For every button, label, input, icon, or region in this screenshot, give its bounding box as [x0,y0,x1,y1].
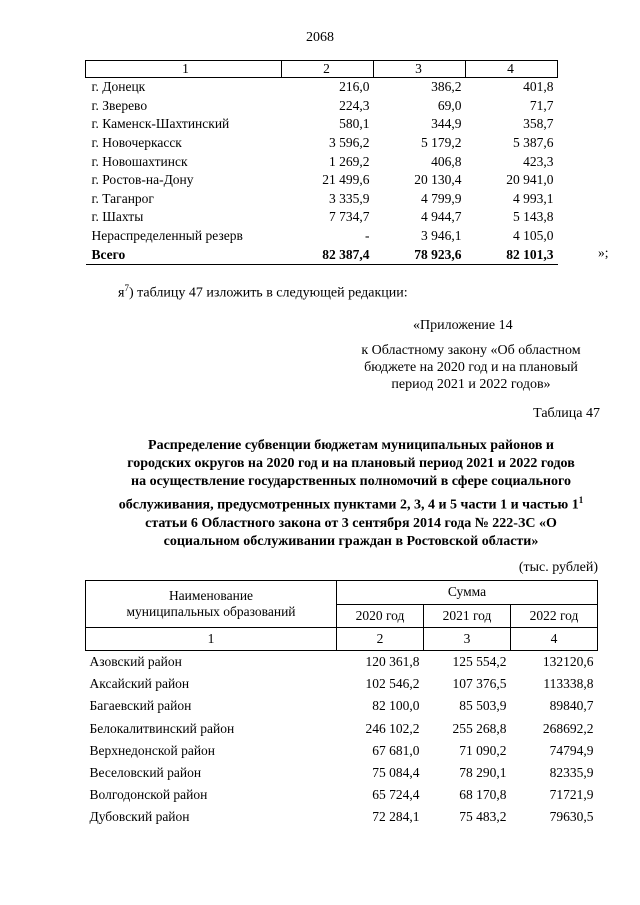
header-sum: Сумма [337,581,598,605]
row-2021: 107 376,5 [452,676,507,692]
title-line: Распределение субвенции бюджетам муниципальных районов и [148,438,554,453]
row-2022: 82335,9 [549,765,594,781]
table-row [86,718,598,740]
col-number-3: 3 [424,628,511,651]
row-2021: 255 268,8 [452,720,507,736]
row-2022: 74794,9 [549,742,594,758]
row-name: г. Каменск-Шахтинский [91,116,230,132]
appendix-heading: «Приложение 14 [413,318,513,333]
subvention-table-continuation [85,60,558,265]
row-2021: 68 170,8 [459,787,507,803]
amendment-text [118,283,408,302]
row-name: Аксайский район [89,676,190,692]
table-row [86,78,558,97]
row-2021: 406,8 [431,153,462,169]
row-name: Белокалитвинский район [89,720,235,736]
row-2020: 580,1 [339,116,370,132]
col-number-1: 1 [86,628,337,651]
total-2020: 82 387,4 [282,245,374,264]
col-number-4: 4 [511,628,598,651]
row-name: Багаевский район [89,698,192,714]
row-2022: 132120,6 [542,654,594,670]
row-2021: 85 503,9 [459,698,507,714]
row-2021: 78 290,1 [459,765,507,781]
title-line-text: обслуживания, предусмотренных пунктами 2, 3, 4 и 5 части 1 и частью 1 [118,497,579,513]
row-2020: 67 681,0 [372,742,420,758]
table-row [86,695,598,717]
table-row [86,190,558,209]
row-2021: 20 130,4 [414,172,462,188]
row-2022: 113338,8 [543,676,594,692]
table-row [86,806,598,828]
header-year-2022: 2022 год [511,604,598,628]
total-label: Всего [86,245,282,264]
table-header-row [86,581,598,605]
row-2020: 72 284,1 [372,809,420,825]
subvention-table-47 [85,580,598,829]
row-2020: 216,0 [339,79,370,95]
unit-label: (тыс. рублей) [518,560,598,575]
table-row [86,227,558,246]
col-number-3: 3 [374,61,466,78]
row-2022: 5 143,8 [513,209,554,225]
row-name: г. Новошахтинск [91,153,188,169]
amendment-body: ) таблицу 47 изложить в следующей редакции: [128,285,408,301]
title-line: статьи 6 Областного закона от 3 сентября 2014 года № 222-ЗС «О [145,515,557,531]
total-2022: 82 101,3 [466,245,558,264]
row-2022: 5 387,6 [513,135,554,151]
col-number-1: 1 [86,61,282,78]
table-title [88,437,614,551]
table-row [86,171,558,190]
row-name: Нераспределенный резерв [91,228,243,244]
total-row [86,245,558,264]
row-name: Верхнедонской район [89,742,216,758]
row-2021: 344,9 [431,116,462,132]
table-colnum-row [86,628,598,651]
row-2022: 71,7 [529,97,554,113]
row-2022: 401,8 [523,79,554,95]
row-2022: 358,7 [523,116,554,132]
closing-quote: »; [598,245,609,260]
row-name: г. Таганрог [91,190,154,206]
table-row [86,673,598,695]
header-name-line: Наименование [168,588,254,603]
row-2021: 69,0 [437,97,462,113]
row-name: г. Ростов-на-Дону [91,172,194,188]
row-2020: 120 361,8 [365,654,420,670]
amendment-prefix: я [118,285,125,301]
row-2020: 3 335,9 [329,190,370,206]
row-2021: 75 483,2 [459,809,507,825]
table-row [86,134,558,153]
row-2021: 125 554,2 [452,654,507,670]
row-2021: 71 090,2 [459,742,507,758]
table-row [86,152,558,171]
row-2021: 5 179,2 [421,135,462,151]
header-name-line: муниципальных образований [126,604,296,619]
table-row [86,115,558,134]
table-row [86,97,558,116]
row-2020: 3 596,2 [329,135,370,151]
header-name [86,581,337,628]
amendment-sup: 7 [124,283,129,293]
row-2020: 102 546,2 [365,676,420,692]
row-2022: 79630,5 [549,809,594,825]
row-2022: 4 993,1 [513,190,554,206]
law-reference-line: бюджете на 2020 год и на плановый [364,360,578,375]
row-name: г. Донецк [91,79,146,95]
title-line: на осуществление государственных полномочий в сфере социального [131,474,571,489]
row-2022: 4 105,0 [513,228,554,244]
row-2020: 246 102,2 [365,720,420,736]
row-2022: 20 941,0 [506,172,554,188]
row-2020: 1 269,2 [329,153,370,169]
table-row [86,651,598,674]
page-number: 2068 [306,30,334,45]
title-line [88,491,614,515]
row-name: г. Зверево [91,97,148,113]
law-reference-line: период 2021 и 2022 годов» [391,377,551,392]
header-year-2021: 2021 год [424,604,511,628]
table-row [86,740,598,762]
row-name: Азовский район [89,654,182,670]
row-2020: 7 734,7 [329,209,370,225]
row-name: Веселовский район [89,765,202,781]
col-number-4: 4 [466,61,558,78]
row-2020: 75 084,4 [372,765,420,781]
row-2021: 386,2 [431,79,462,95]
table-row [86,784,598,806]
title-sup: 1 [578,495,584,505]
row-name: г. Шахты [91,209,144,225]
title-line: социальном обслуживании граждан в Ростовской области» [163,533,539,549]
table-row [86,208,558,227]
row-name: г. Новочеркасск [91,135,182,151]
col-number-2: 2 [337,628,424,651]
row-2022: 71721,9 [549,787,594,803]
row-2020: 21 499,6 [322,172,370,188]
table-label: Таблица 47 [533,406,600,421]
row-2020: - [365,228,370,244]
law-reference [342,342,600,393]
col-number-2: 2 [282,61,374,78]
row-name: Дубовский район [89,809,190,825]
header-year-2020: 2020 год [337,604,424,628]
title-line: городских округов на 2020 год и на плановый период 2021 и 2022 годов [127,456,575,471]
row-2020: 65 724,4 [372,787,420,803]
row-2021: 4 799,9 [421,190,462,206]
row-2021: 3 946,1 [421,228,462,244]
law-reference-line: к Областному закону «Об областном [361,343,581,358]
row-2022: 89840,7 [549,698,594,714]
row-name: Волгодонской район [89,787,208,803]
row-2022: 423,3 [523,153,554,169]
row-2020: 224,3 [339,97,370,113]
row-2020: 82 100,0 [372,698,420,714]
table-header-row [86,61,558,78]
row-2022: 268692,2 [542,720,594,736]
table-row [86,762,598,784]
row-2021: 4 944,7 [421,209,462,225]
total-2021: 78 923,6 [374,245,466,264]
